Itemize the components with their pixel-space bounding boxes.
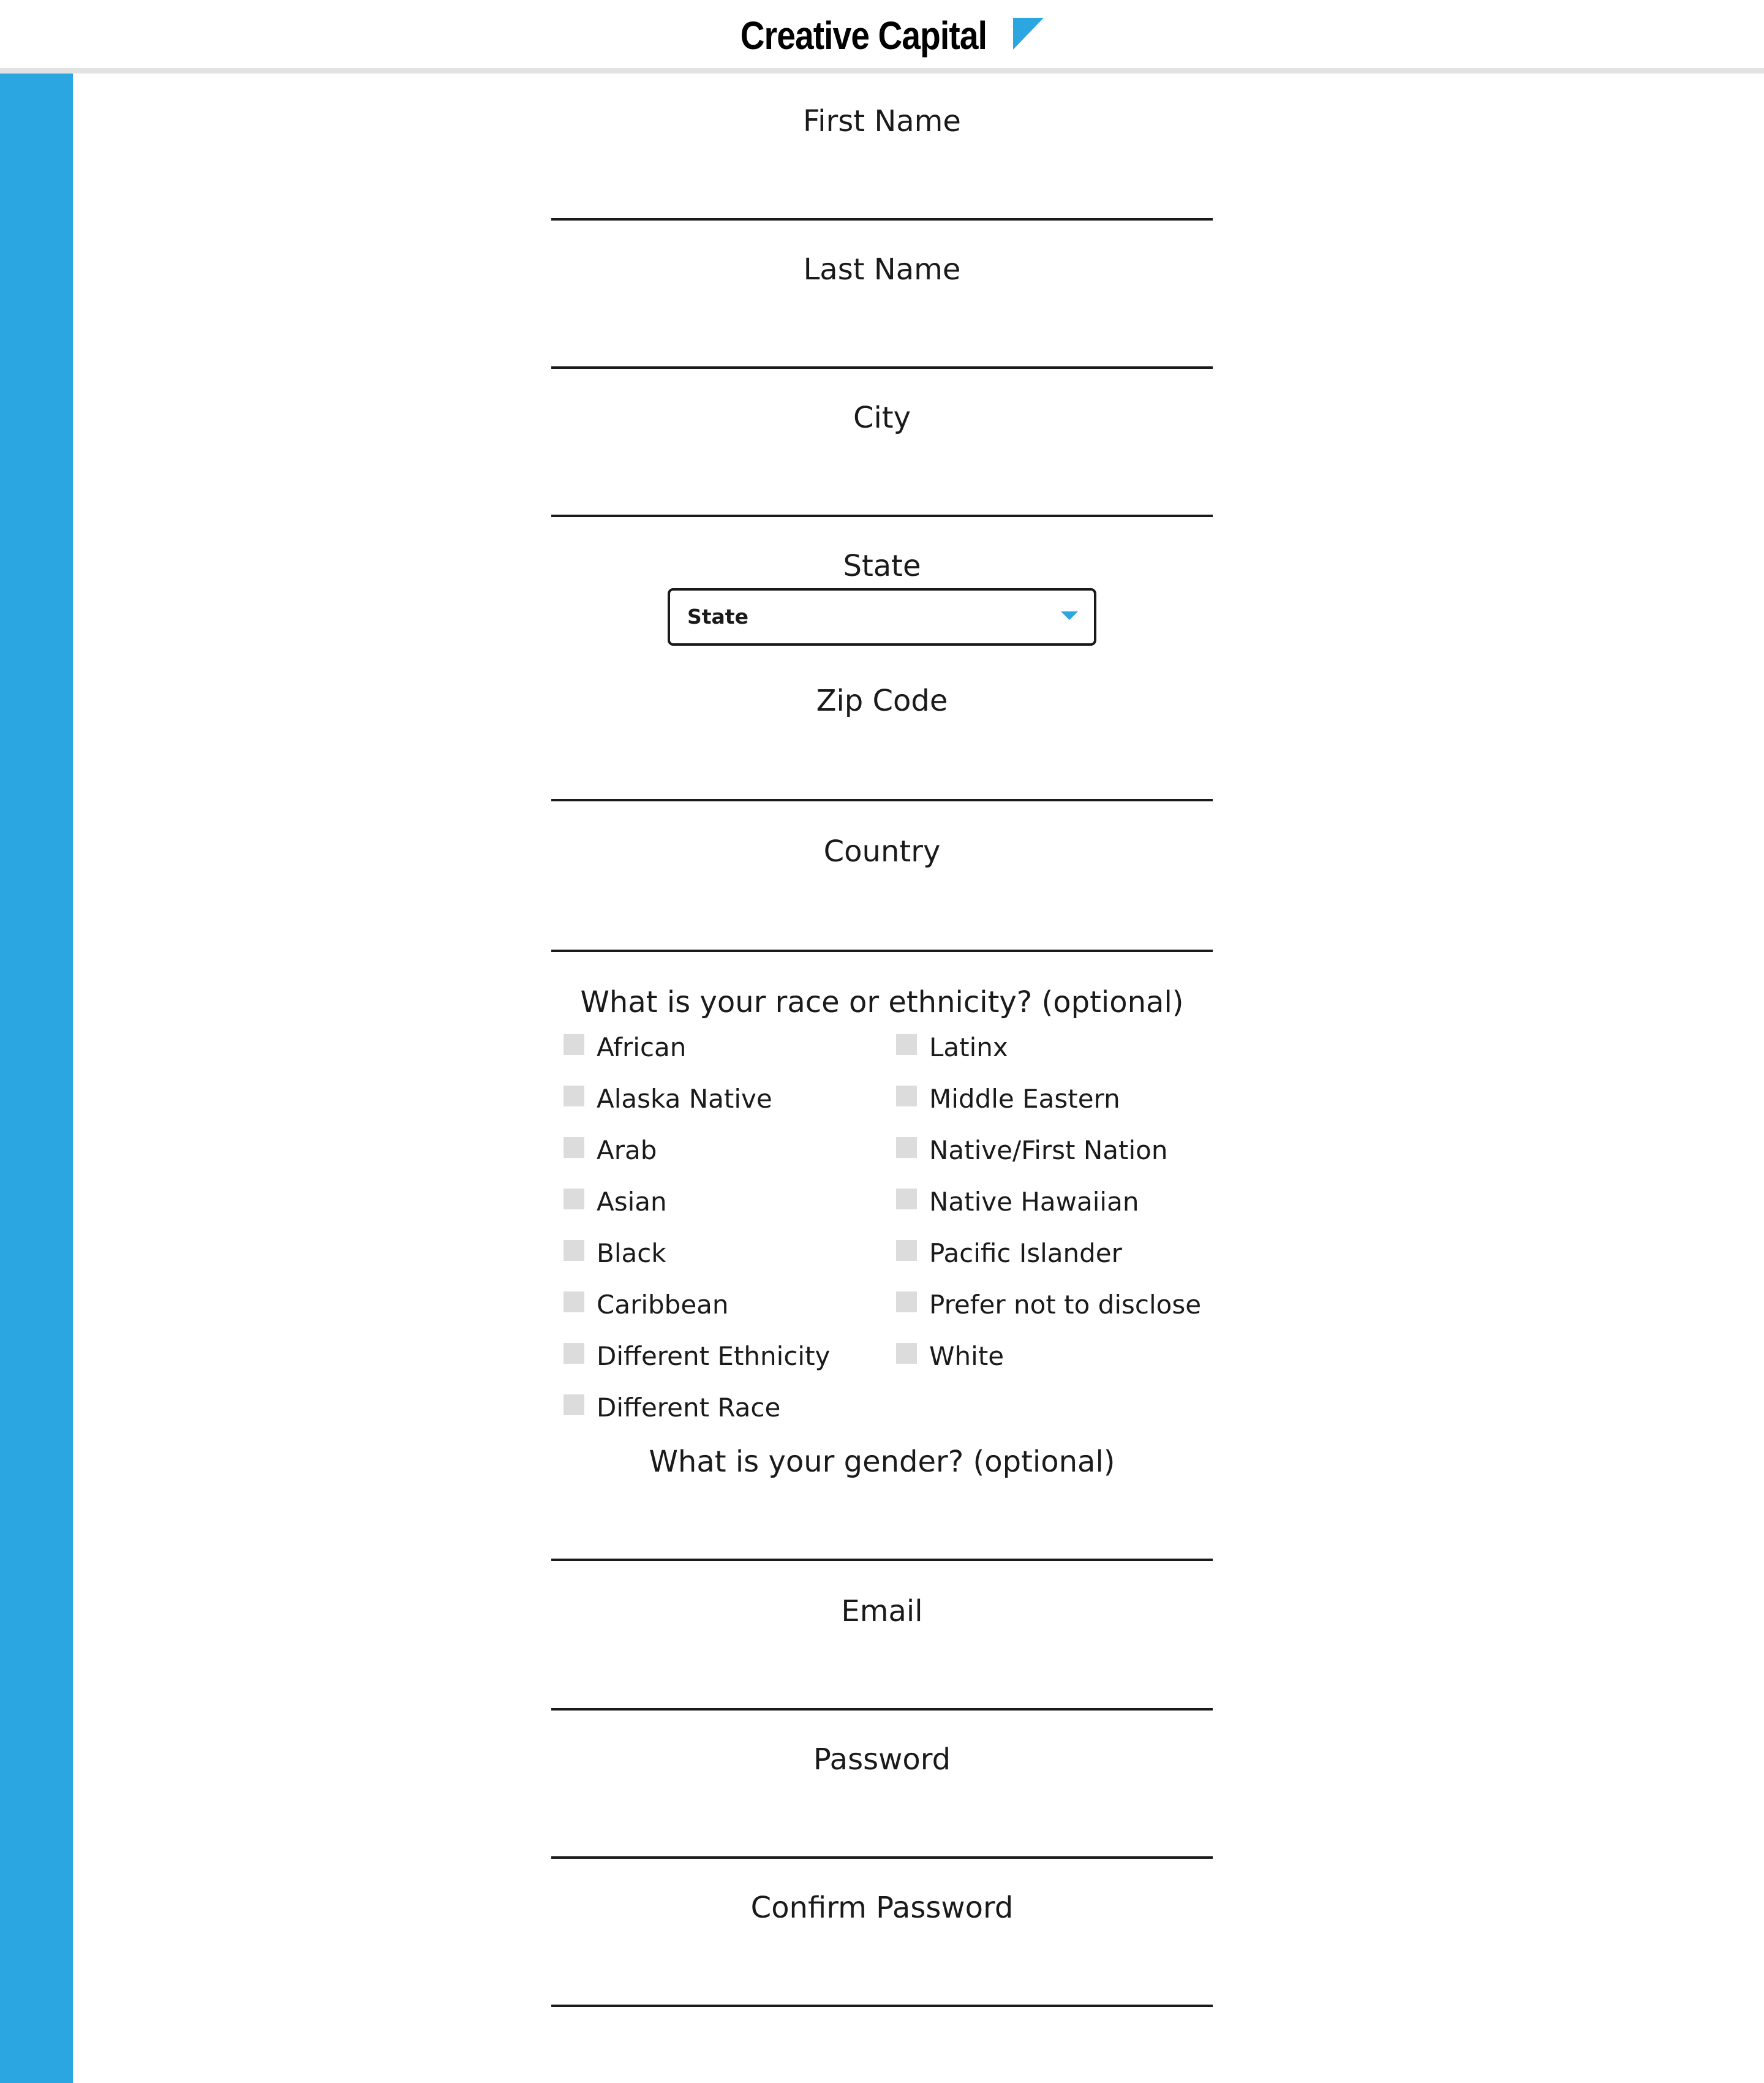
last-name-field [551, 222, 1213, 370]
race-options-right-column [896, 1022, 1201, 1382]
email-input[interactable] [551, 1643, 1213, 1711]
logo[interactable] [0, 0, 1764, 70]
checkbox[interactable] [564, 1240, 584, 1261]
password-label: Password [813, 1742, 951, 1777]
checkbox[interactable] [896, 1189, 917, 1209]
checkbox[interactable] [896, 1291, 917, 1312]
race-option-prefer-not-to-disclose[interactable]: Prefer not to disclose [896, 1279, 1201, 1331]
country-label: Country [823, 834, 941, 869]
gender-input[interactable] [551, 1494, 1213, 1561]
confirm-password-field [551, 1860, 1213, 2008]
race-option-pacific-islander[interactable]: Pacific Islander [896, 1228, 1201, 1279]
checkbox[interactable] [564, 1343, 584, 1364]
last-name-input[interactable] [551, 301, 1213, 369]
city-field [551, 370, 1213, 518]
checkbox[interactable] [896, 1343, 917, 1364]
state-label: State [843, 549, 921, 583]
first-name-label: First Name [803, 104, 961, 138]
race-option-african[interactable]: African [564, 1022, 830, 1073]
logo-text: Creative Capital [740, 13, 987, 58]
country-input[interactable] [551, 885, 1213, 952]
first-name-input[interactable] [551, 153, 1213, 221]
race-option-native-first-nation[interactable]: Native/First Nation [896, 1125, 1201, 1176]
race-option-latinx[interactable]: Latinx [896, 1022, 1201, 1073]
race-question-label: What is your race or ethnicity? (optional) [580, 985, 1184, 1019]
checkbox[interactable] [896, 1240, 917, 1261]
last-name-label: Last Name [803, 252, 961, 287]
race-options-left-column [564, 1022, 830, 1434]
checkbox[interactable] [564, 1189, 584, 1209]
state-select[interactable] [668, 588, 1096, 646]
race-option-arab[interactable]: Arab [564, 1125, 830, 1176]
checkbox[interactable] [896, 1086, 917, 1106]
race-option-middle-eastern[interactable]: Middle Eastern [896, 1073, 1201, 1125]
password-input[interactable] [551, 1791, 1213, 1859]
email-field [551, 1563, 1213, 1712]
caret-down-icon [1061, 611, 1078, 620]
race-option-different-race[interactable]: Different Race [564, 1382, 830, 1434]
country-field [551, 816, 1213, 964]
checkbox[interactable] [564, 1034, 584, 1055]
race-option-alaska-native[interactable]: Alaska Native [564, 1073, 830, 1125]
checkbox[interactable] [564, 1291, 584, 1312]
confirm-password-label: Confirm Password [750, 1891, 1014, 1925]
race-question [551, 955, 1213, 1022]
checkbox[interactable] [896, 1034, 917, 1055]
checkbox[interactable] [564, 1086, 584, 1106]
first-name-field [551, 74, 1213, 222]
confirm-password-input[interactable] [551, 1940, 1213, 2007]
state-select-value: State [687, 605, 748, 629]
zip-code-label: Zip Code [816, 684, 948, 718]
top-bar [0, 0, 1764, 74]
checkbox[interactable] [564, 1394, 584, 1415]
registration-form [551, 74, 1213, 2008]
race-option-black[interactable]: Black [564, 1228, 830, 1279]
email-label: Email [841, 1594, 923, 1628]
gender-question-label: What is your gender? (optional) [649, 1445, 1115, 1479]
checkbox[interactable] [896, 1137, 917, 1158]
password-field [551, 1712, 1213, 1860]
race-option-asian[interactable]: Asian [564, 1176, 830, 1228]
race-option-different-ethnicity[interactable]: Different Ethnicity [564, 1331, 830, 1382]
race-option-caribbean[interactable]: Caribbean [564, 1279, 830, 1331]
zip-code-input[interactable] [551, 734, 1213, 801]
city-label: City [853, 401, 911, 435]
race-options [551, 1022, 1213, 1475]
side-accent-stripe [0, 74, 73, 2083]
checkbox[interactable] [564, 1137, 584, 1158]
city-input[interactable] [551, 450, 1213, 517]
triangle-flag-icon [1013, 18, 1044, 50]
zip-code-field [551, 668, 1213, 816]
state-field [551, 518, 1213, 668]
race-option-native-hawaiian[interactable]: Native Hawaiian [896, 1176, 1201, 1228]
race-option-white[interactable]: White [896, 1331, 1201, 1382]
